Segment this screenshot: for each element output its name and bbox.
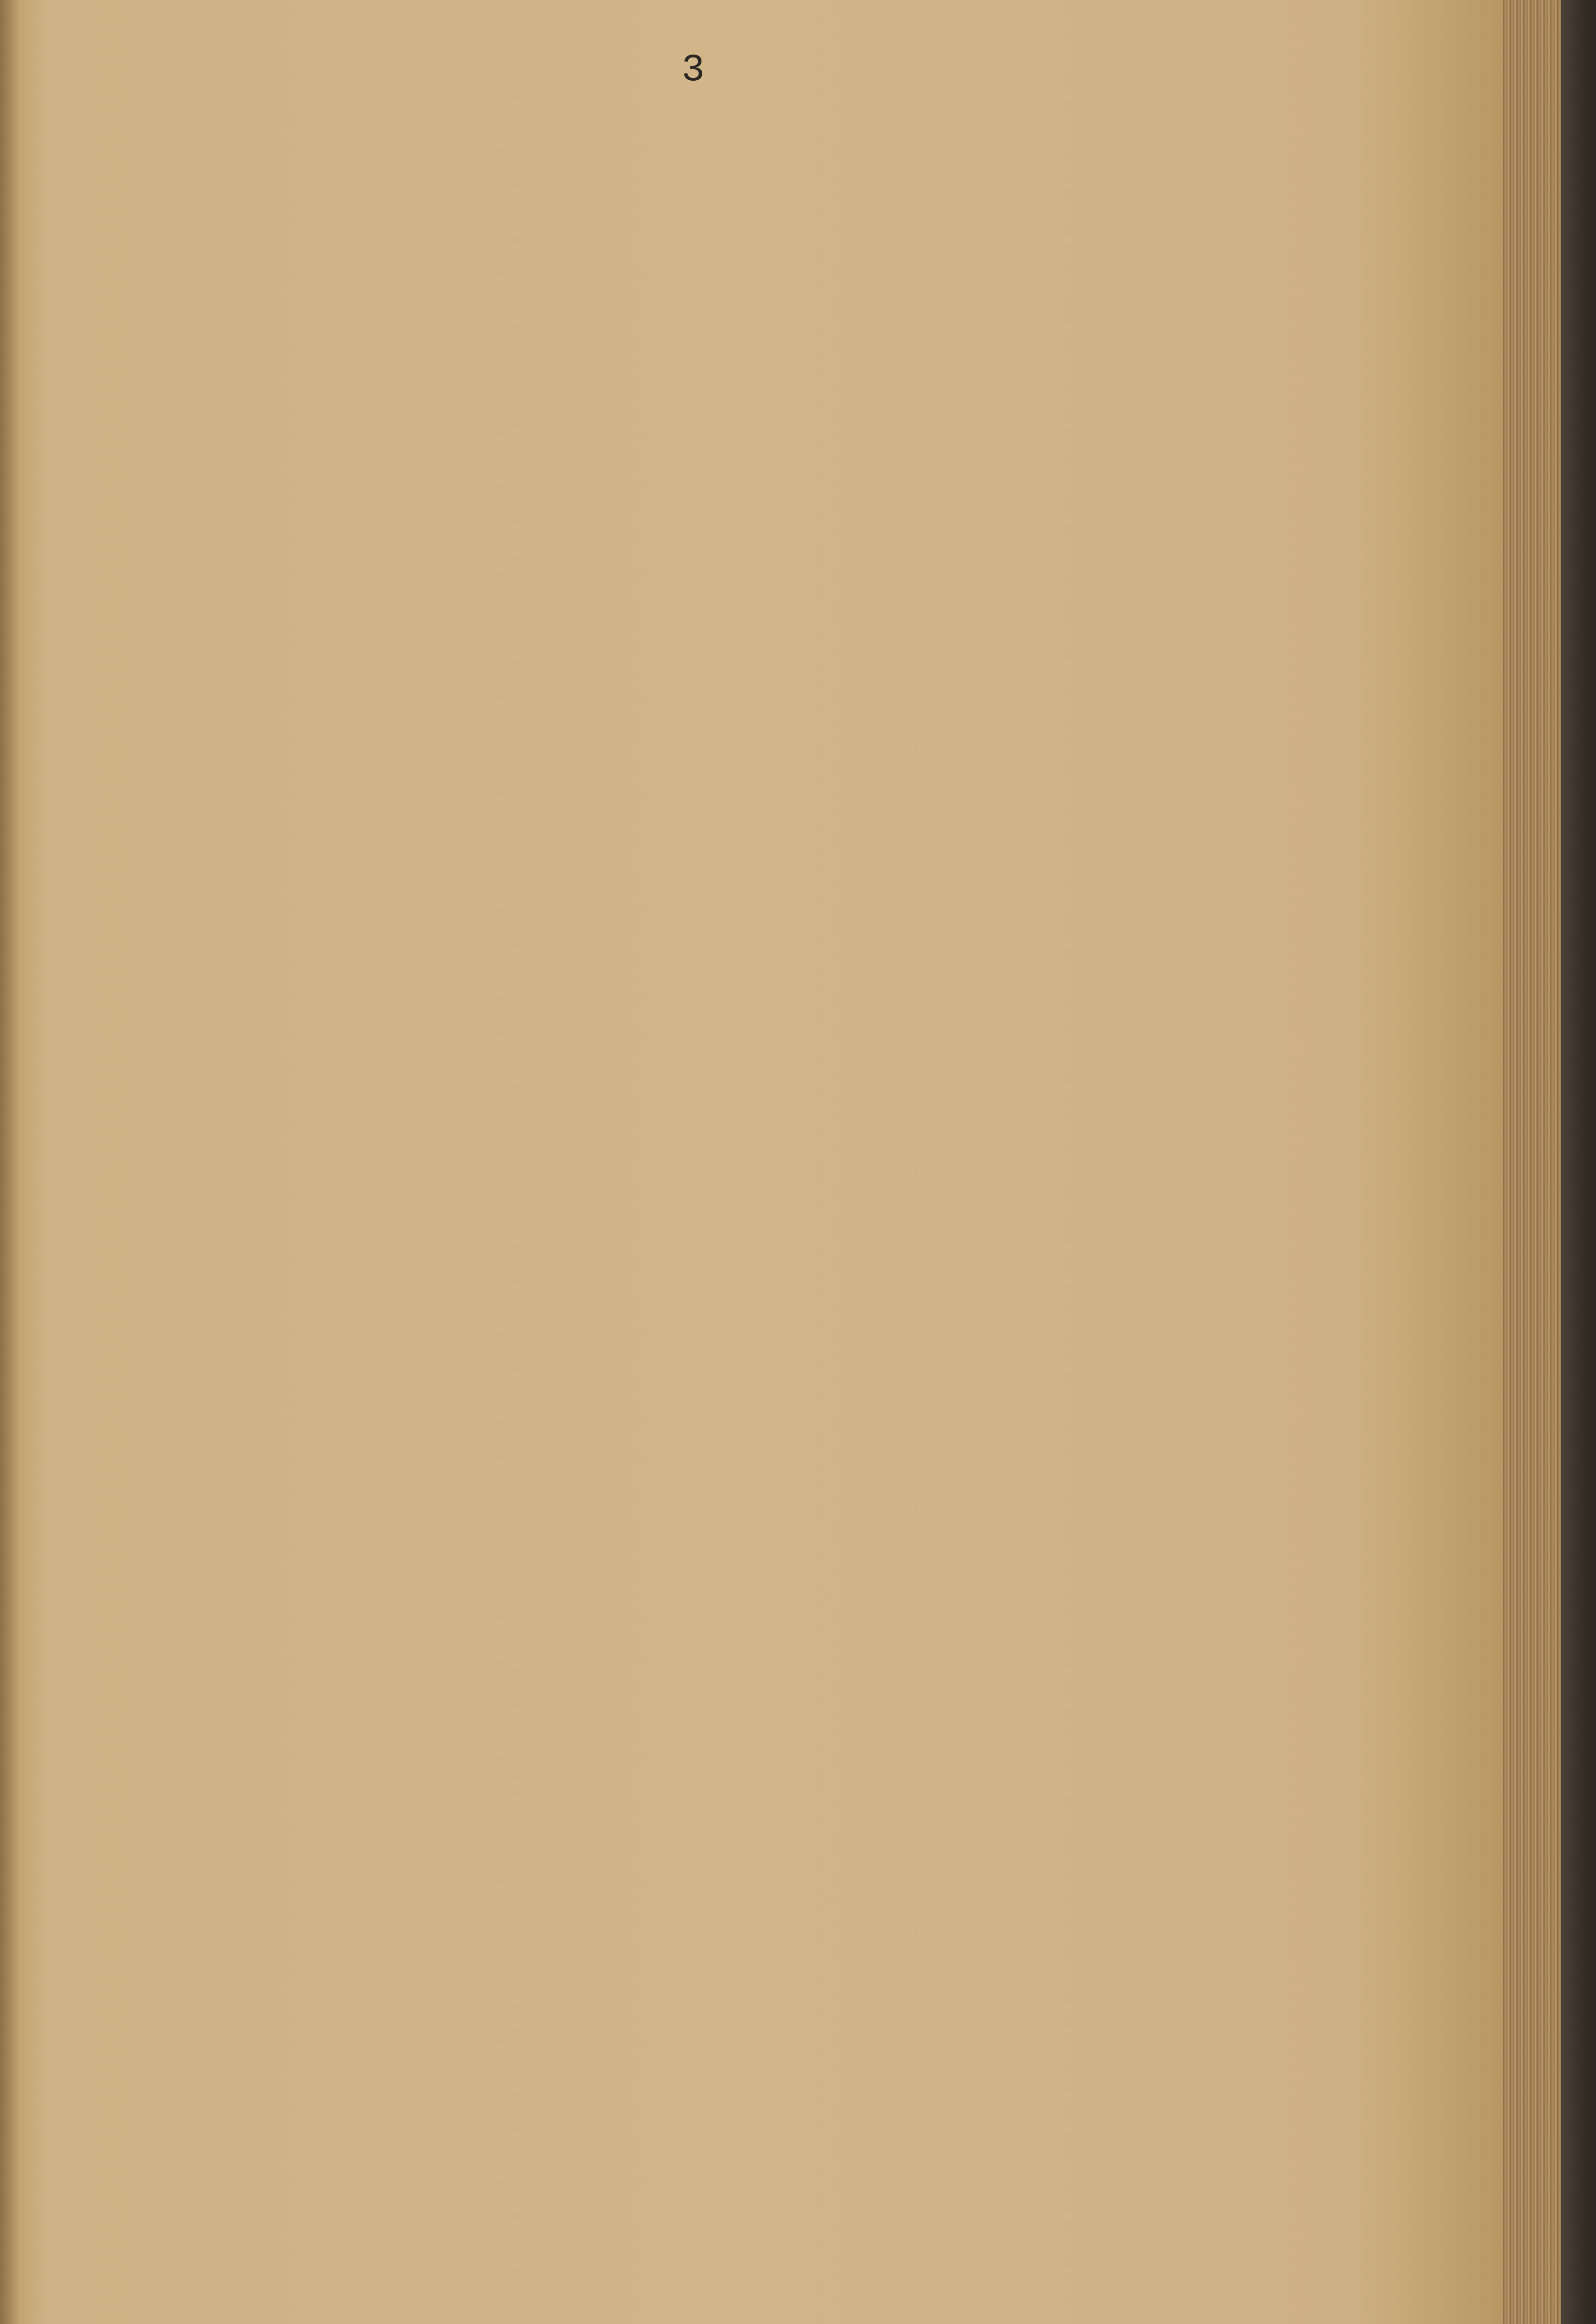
book-binding (1561, 0, 1596, 2324)
page-number: 3 (682, 48, 706, 92)
page-shadow (0, 0, 19, 2324)
